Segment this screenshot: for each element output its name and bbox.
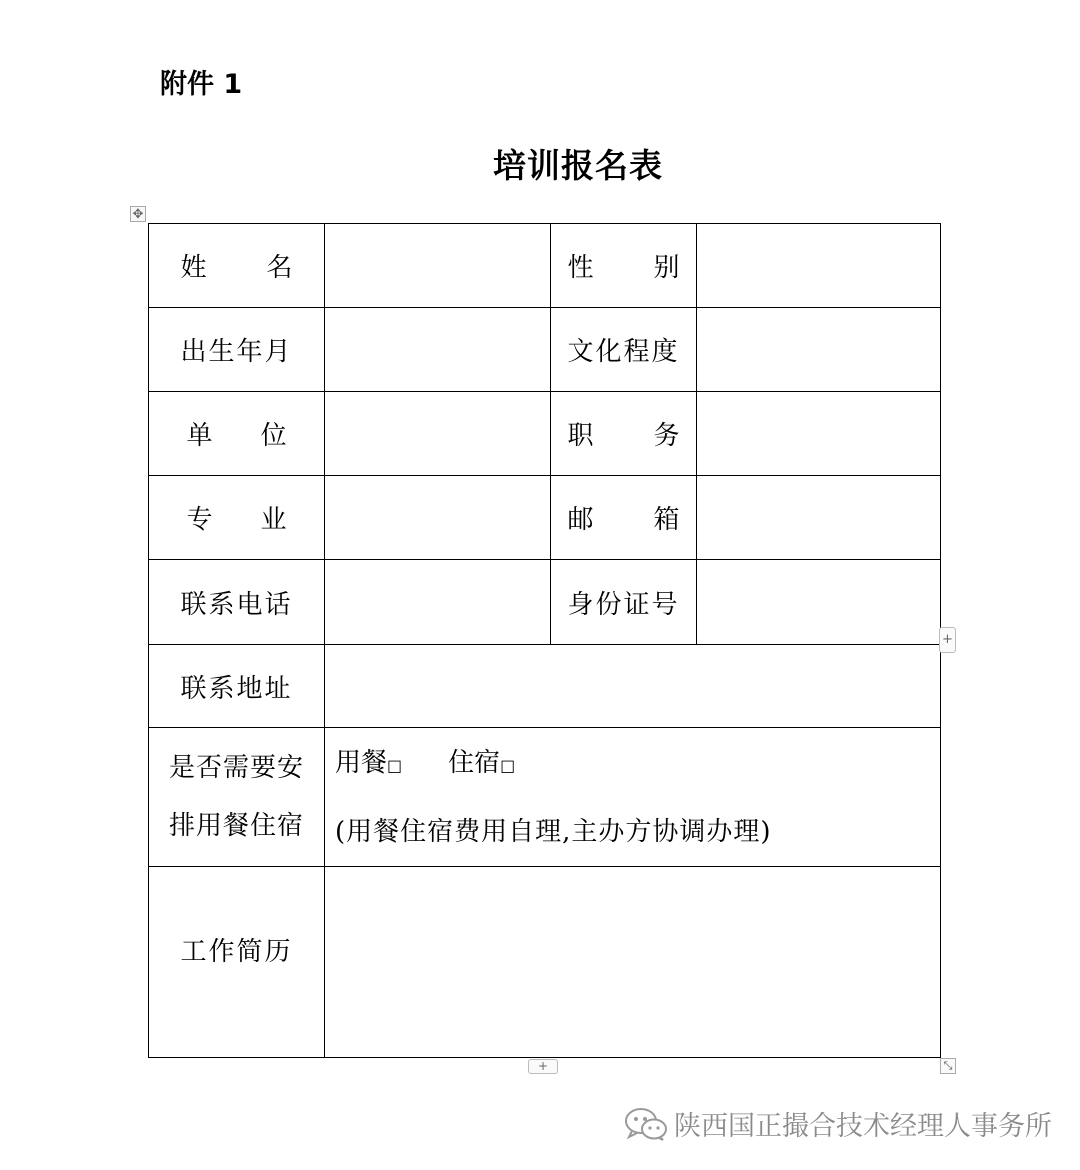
table-row — [149, 476, 941, 560]
id-number-label-cell — [551, 560, 697, 645]
name-label-char-1: 姓 — [180, 253, 207, 283]
phone-label-cell — [149, 560, 325, 645]
table-row — [149, 560, 941, 645]
position-label-char-1: 职 — [567, 421, 594, 451]
phone-label: 联系电话 — [180, 589, 293, 620]
major-label-char-1: 专 — [186, 505, 213, 535]
table-row — [149, 392, 941, 476]
id-number-label: 身份证号 — [567, 589, 680, 620]
email-label-cell — [551, 476, 697, 560]
form-title: 培训报名表 — [493, 146, 663, 185]
resume-label: 工作简历 — [180, 937, 293, 967]
gender-input-cell[interactable] — [697, 224, 941, 308]
name-label-char-2: 名 — [266, 253, 293, 283]
gender-label-char-1: 性 — [567, 253, 594, 283]
attachment-label: 附件 1 — [160, 69, 243, 100]
major-label-cell — [149, 476, 325, 560]
meal-lodging-options — [335, 730, 940, 799]
phone-input-cell[interactable] — [325, 560, 551, 645]
table-row — [149, 645, 941, 728]
gender-label-char-2: 别 — [653, 253, 680, 283]
lodging-checkbox[interactable]: □ — [500, 755, 516, 775]
email-label-char-1: 邮 — [567, 505, 594, 535]
position-label-cell — [551, 392, 697, 476]
table-row — [149, 867, 941, 1058]
add-column-button[interactable]: + — [939, 627, 956, 653]
education-label: 文化程度 — [567, 337, 680, 367]
add-row-button[interactable]: + — [528, 1059, 558, 1074]
meal-lodging-label-line-2: 排用餐住宿 — [168, 811, 304, 841]
address-label-cell — [149, 645, 325, 728]
birth-label: 出生年月 — [180, 337, 293, 367]
meal-lodging-label-line-1: 是否需要安 — [168, 753, 304, 783]
major-label-char-2: 业 — [260, 505, 287, 535]
resume-input-cell[interactable] — [325, 867, 941, 1058]
resume-label-cell — [149, 867, 325, 1058]
watermark-text: 陕西国正撮合技术经理人事务所 — [674, 1111, 1052, 1142]
birth-input-cell[interactable] — [325, 308, 551, 392]
meal-lodging-label — [149, 739, 324, 855]
registration-table — [148, 223, 941, 1058]
name-input-cell[interactable] — [325, 224, 551, 308]
table-resize-handle-icon[interactable]: ⤡ — [940, 1058, 956, 1074]
table-move-handle-icon[interactable]: ✥ — [130, 206, 146, 222]
employer-label-char-1: 单 — [186, 421, 213, 451]
employer-label-cell — [149, 392, 325, 476]
education-label-cell — [551, 308, 697, 392]
email-label-char-2: 箱 — [653, 505, 680, 535]
id-number-input-cell[interactable] — [697, 560, 941, 645]
meal-checkbox[interactable]: □ — [387, 755, 403, 775]
meal-lodging-note: (用餐住宿费用自理,主办方协调办理) — [335, 816, 772, 847]
meal-lodging-options-cell — [325, 728, 941, 867]
employer-label-char-2: 位 — [260, 421, 287, 451]
major-input-cell[interactable] — [325, 476, 551, 560]
address-label: 联系地址 — [180, 673, 293, 704]
meal-option-label: 用餐 — [335, 747, 388, 778]
watermark — [624, 1104, 1052, 1143]
gender-label-cell — [551, 224, 697, 308]
wechat-icon — [624, 1107, 668, 1141]
name-label-cell — [149, 224, 325, 308]
education-input-cell[interactable] — [697, 308, 941, 392]
lodging-option-label: 住宿 — [448, 747, 501, 778]
birth-label-cell — [149, 308, 325, 392]
email-input-cell[interactable] — [697, 476, 941, 560]
position-label-char-2: 务 — [653, 421, 680, 451]
meal-lodging-label-cell — [149, 728, 325, 867]
employer-input-cell[interactable] — [325, 392, 551, 476]
position-input-cell[interactable] — [697, 392, 941, 476]
table-row — [149, 728, 941, 867]
table-row — [149, 224, 941, 308]
table-row — [149, 308, 941, 392]
address-input-cell[interactable] — [325, 645, 941, 728]
